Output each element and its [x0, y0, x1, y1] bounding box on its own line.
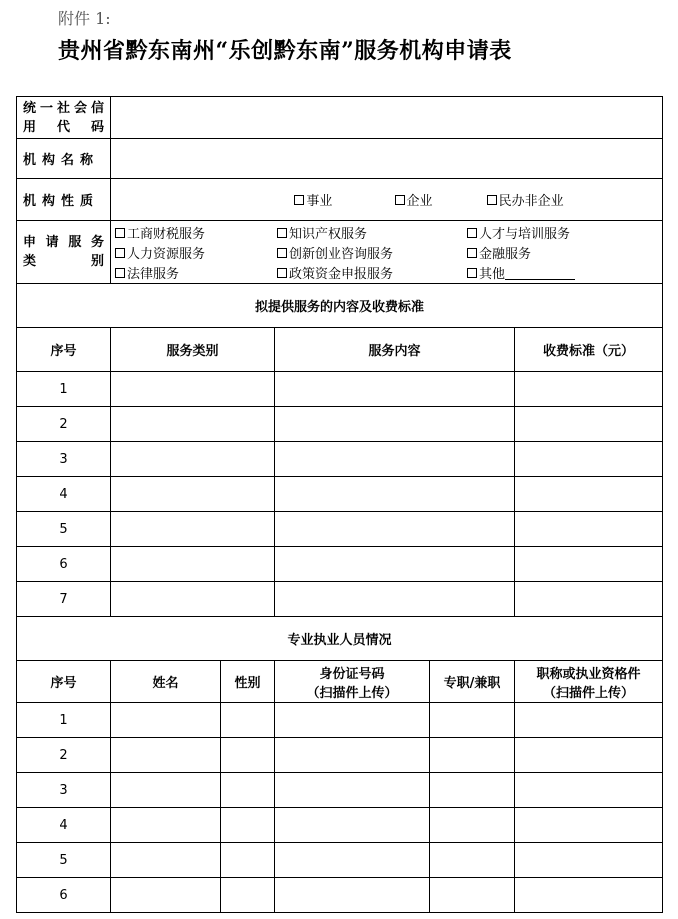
row-number: 3: [17, 773, 111, 808]
staff-name-cell[interactable]: [111, 738, 221, 773]
nature-option-private-nonprofit[interactable]: 民办非企业: [487, 190, 597, 209]
service-category-cell[interactable]: [111, 547, 275, 582]
table-row: [17, 582, 663, 617]
service-fee-cell[interactable]: [515, 407, 663, 442]
service-fee-cell[interactable]: [515, 442, 663, 477]
checkbox-icon: [487, 195, 497, 205]
nature-option-public[interactable]: 事业: [294, 190, 390, 209]
services-header-no: 序号: [17, 328, 111, 372]
staff-header-fulltime: 专职/兼职: [430, 661, 515, 703]
staff-name-cell[interactable]: [111, 878, 221, 913]
service-content-cell[interactable]: [275, 442, 515, 477]
service-category-cell[interactable]: [111, 582, 275, 617]
checkbox-icon: [467, 228, 477, 238]
staff-fulltime-cell[interactable]: [430, 773, 515, 808]
service-fee-cell[interactable]: [515, 372, 663, 407]
section-staff-title: 专业执业人员情况: [17, 617, 663, 661]
staff-gender-cell[interactable]: [221, 808, 275, 843]
staff-id-cell[interactable]: [275, 703, 430, 738]
staff-id-cell[interactable]: [275, 808, 430, 843]
table-row: [17, 547, 663, 582]
service-option-legal[interactable]: 法律服务: [111, 263, 277, 282]
table-row: [17, 878, 663, 913]
row-number: 3: [17, 442, 111, 477]
row-number: 6: [17, 878, 111, 913]
service-type-options: [111, 221, 663, 284]
row-number: 5: [17, 512, 111, 547]
staff-fulltime-cell[interactable]: [430, 738, 515, 773]
service-content-cell[interactable]: [275, 547, 515, 582]
services-header-content: 服务内容: [275, 328, 515, 372]
staff-header-name: 姓名: [111, 661, 221, 703]
service-option-policy[interactable]: 政策资金申报服务: [277, 263, 467, 282]
staff-qualification-cell[interactable]: [515, 738, 663, 773]
checkbox-icon: [277, 228, 287, 238]
staff-id-cell[interactable]: [275, 878, 430, 913]
staff-name-cell[interactable]: [111, 773, 221, 808]
checkbox-icon: [277, 268, 287, 278]
service-content-cell[interactable]: [275, 477, 515, 512]
service-category-cell[interactable]: [111, 442, 275, 477]
table-row: [17, 372, 663, 407]
credit-code-label: [17, 97, 111, 139]
staff-name-cell[interactable]: [111, 703, 221, 738]
staff-gender-cell[interactable]: [221, 878, 275, 913]
staff-qualification-cell[interactable]: [515, 878, 663, 913]
service-fee-cell[interactable]: [515, 512, 663, 547]
checkbox-icon: [277, 248, 287, 258]
table-row: [17, 843, 663, 878]
checkbox-icon: [395, 195, 405, 205]
staff-header-id-line1: 身份证号码: [319, 666, 385, 682]
staff-fulltime-cell[interactable]: [430, 843, 515, 878]
service-category-cell[interactable]: [111, 372, 275, 407]
services-header-fee: 收费标准（元）: [515, 328, 663, 372]
attachment-label: 附件 1:: [58, 9, 111, 28]
staff-qualification-cell[interactable]: [515, 703, 663, 738]
row-number: 1: [17, 372, 111, 407]
page-title: 贵州省黔东南州“乐创黔东南”服务机构申请表: [58, 38, 512, 64]
service-content-cell[interactable]: [275, 372, 515, 407]
credit-code-label-line1: 统一社会信: [23, 100, 104, 116]
checkbox-icon: [115, 228, 125, 238]
staff-gender-cell[interactable]: [221, 843, 275, 878]
row-number: 5: [17, 843, 111, 878]
row-number: 4: [17, 477, 111, 512]
org-name-field[interactable]: [111, 139, 663, 179]
service-option-hr[interactable]: 人力资源服务: [111, 243, 277, 262]
checkbox-icon: [115, 268, 125, 278]
checkbox-icon: [467, 268, 477, 278]
staff-qualification-cell[interactable]: [515, 843, 663, 878]
credit-code-label-line2: 用 代 码: [23, 119, 104, 135]
service-type-label-line2: 类 别: [23, 254, 104, 269]
service-type-label: [17, 221, 111, 284]
service-option-talent[interactable]: 人才与培训服务: [467, 223, 607, 242]
row-number: 4: [17, 808, 111, 843]
service-fee-cell[interactable]: [515, 477, 663, 512]
service-fee-cell[interactable]: [515, 582, 663, 617]
section-services-title: 拟提供服务的内容及收费标准: [17, 284, 663, 328]
nature-option-enterprise[interactable]: 企业: [395, 190, 483, 209]
service-category-cell[interactable]: [111, 407, 275, 442]
staff-header-id: [275, 661, 430, 703]
staff-header-id-line2: （扫描件上传）: [306, 685, 398, 701]
staff-fulltime-cell[interactable]: [430, 808, 515, 843]
staff-id-cell[interactable]: [275, 843, 430, 878]
staff-fulltime-cell[interactable]: [430, 878, 515, 913]
staff-name-cell[interactable]: [111, 808, 221, 843]
staff-header-qualification-line2: （扫描件上传）: [543, 685, 635, 701]
org-name-label: 机构名称: [17, 139, 111, 179]
service-option-ip[interactable]: 知识产权服务: [277, 223, 467, 242]
staff-header-qualification: [515, 661, 663, 703]
staff-gender-cell[interactable]: [221, 738, 275, 773]
org-nature-label: 机构性质: [17, 179, 111, 221]
table-row: [17, 442, 663, 477]
service-content-cell[interactable]: [275, 582, 515, 617]
table-row: [17, 773, 663, 808]
staff-header-gender: 性别: [221, 661, 275, 703]
service-category-cell[interactable]: [111, 477, 275, 512]
staff-header-qualification-line1: 职称或执业资格件: [536, 666, 641, 682]
service-option-consulting[interactable]: 创新创业咨询服务: [277, 243, 467, 262]
staff-header-no: 序号: [17, 661, 111, 703]
staff-name-cell[interactable]: [111, 843, 221, 878]
staff-id-cell[interactable]: [275, 738, 430, 773]
service-category-cell[interactable]: [111, 512, 275, 547]
checkbox-icon: [467, 248, 477, 258]
service-content-cell[interactable]: [275, 512, 515, 547]
checkbox-icon: [115, 248, 125, 258]
service-option-tax[interactable]: 工商财税服务: [111, 223, 277, 242]
credit-code-field[interactable]: [111, 97, 663, 139]
org-nature-options: [111, 179, 663, 221]
row-number: 7: [17, 582, 111, 617]
table-row: [17, 477, 663, 512]
table-row: [17, 512, 663, 547]
other-blank-line[interactable]: [505, 267, 575, 280]
service-option-finance[interactable]: 金融服务: [467, 243, 607, 262]
application-form-table: [16, 96, 663, 913]
staff-gender-cell[interactable]: [221, 703, 275, 738]
service-option-other[interactable]: 其他: [467, 263, 607, 282]
staff-gender-cell[interactable]: [221, 773, 275, 808]
table-row: [17, 808, 663, 843]
service-content-cell[interactable]: [275, 407, 515, 442]
row-number: 6: [17, 547, 111, 582]
service-type-label-line1: 申请服务: [23, 235, 104, 250]
staff-id-cell[interactable]: [275, 773, 430, 808]
row-number: 2: [17, 738, 111, 773]
services-header-category: 服务类别: [111, 328, 275, 372]
service-fee-cell[interactable]: [515, 547, 663, 582]
row-number: 1: [17, 703, 111, 738]
row-number: 2: [17, 407, 111, 442]
staff-qualification-cell[interactable]: [515, 808, 663, 843]
table-row: [17, 703, 663, 738]
staff-qualification-cell[interactable]: [515, 773, 663, 808]
table-row: [17, 407, 663, 442]
checkbox-icon: [294, 195, 304, 205]
table-row: [17, 738, 663, 773]
staff-fulltime-cell[interactable]: [430, 703, 515, 738]
